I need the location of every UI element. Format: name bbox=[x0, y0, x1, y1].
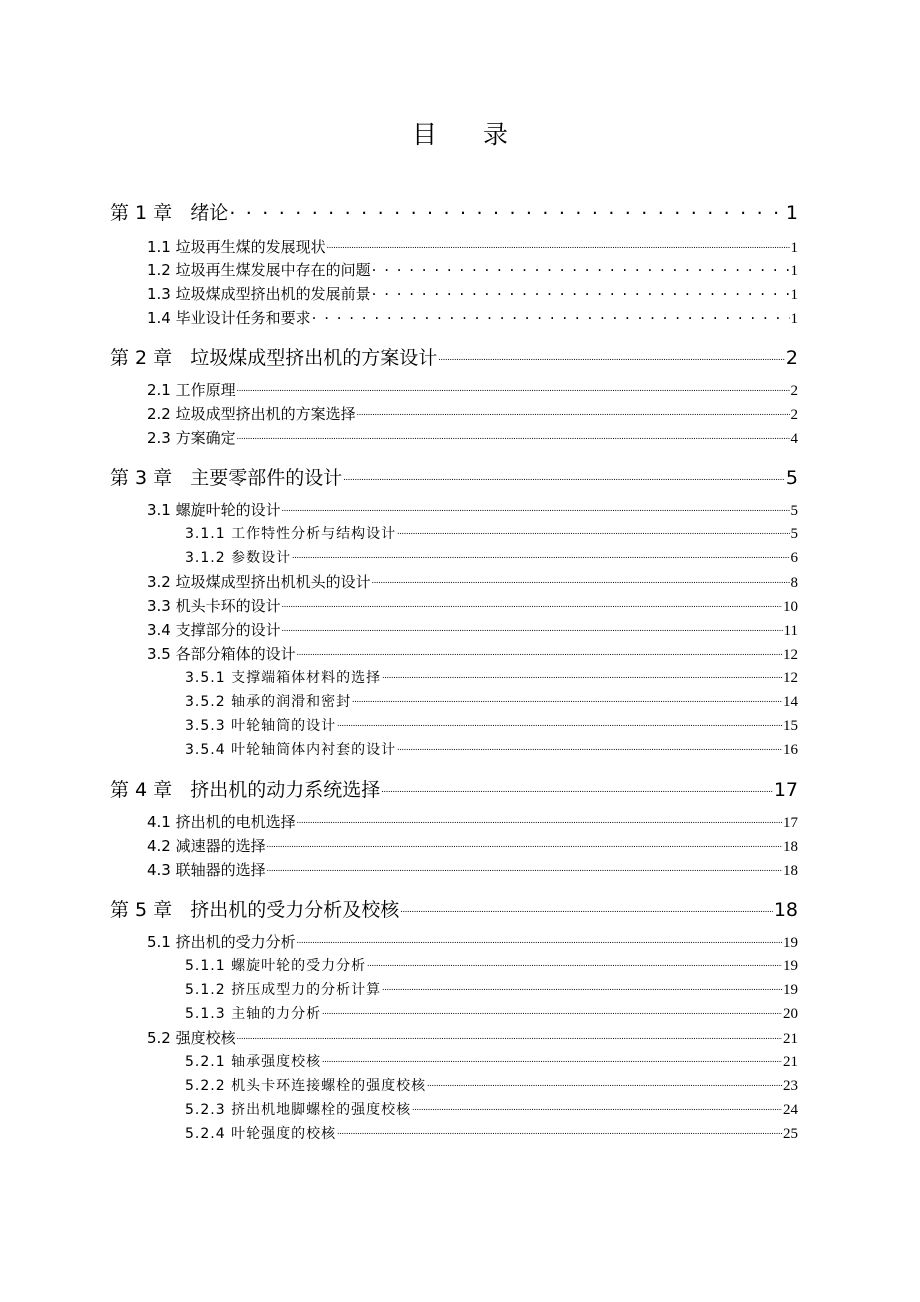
dot-leader bbox=[427, 1076, 782, 1090]
dot-leader bbox=[357, 404, 790, 419]
toc-entry-page-number: 18 bbox=[783, 863, 798, 879]
toc-entry-page-number: 10 bbox=[783, 599, 798, 615]
toc-entry-title: 支撑部分的设计 bbox=[175, 621, 281, 639]
toc-entry-page-number: 20 bbox=[783, 1006, 798, 1022]
toc-entry-title: 挤压成型力的分析计算 bbox=[231, 982, 382, 998]
dot-leader bbox=[381, 777, 773, 796]
toc-entry-number: 2.3 bbox=[147, 429, 171, 447]
toc-entry-page-number: 15 bbox=[783, 718, 798, 734]
toc-entry-number: 3.2 bbox=[147, 573, 171, 591]
toc-entry-page-number: 8 bbox=[790, 575, 798, 591]
toc-entry-page-number: 6 bbox=[790, 550, 798, 566]
toc-entry-page-number: 19 bbox=[783, 982, 798, 998]
toc-entry-number: 3.5.4 bbox=[185, 742, 226, 758]
toc-entry-title: 垃圾再生煤发展中存在的问题 bbox=[175, 261, 371, 279]
toc-entry[interactable] bbox=[185, 979, 798, 999]
toc-entry[interactable] bbox=[185, 955, 798, 975]
toc-entry-number: 第 5 章 bbox=[110, 899, 173, 921]
toc-entry-title: 挤出机的电机选择 bbox=[175, 813, 296, 831]
toc-entry[interactable] bbox=[185, 1051, 798, 1071]
dot-leader bbox=[237, 1028, 782, 1043]
dot-leader bbox=[297, 932, 782, 947]
toc-entry-number: 2.1 bbox=[147, 381, 171, 399]
toc-entry-number: 3.5 bbox=[147, 645, 171, 663]
toc-entry-page-number: 17 bbox=[783, 815, 798, 831]
dot-leader bbox=[297, 812, 782, 827]
dot-leader bbox=[382, 980, 782, 994]
toc-entry-page-number: 23 bbox=[783, 1078, 798, 1094]
toc-entry[interactable] bbox=[185, 547, 798, 567]
toc-entry-number: 5.2.2 bbox=[185, 1078, 226, 1094]
toc-entry-page-number: 21 bbox=[783, 1031, 798, 1047]
toc-entry-number: 第 2 章 bbox=[110, 347, 173, 369]
dot-leader bbox=[312, 308, 790, 323]
toc-entry-number: 5.2 bbox=[147, 1029, 171, 1047]
toc-entry-title: 机头卡环的设计 bbox=[175, 597, 281, 615]
toc-entry-number: 第 1 章 bbox=[110, 202, 173, 224]
toc-entry[interactable] bbox=[147, 835, 798, 856]
toc-entry-number: 第 3 章 bbox=[110, 467, 173, 489]
toc-entry-page-number: 17 bbox=[773, 779, 798, 801]
dot-leader bbox=[372, 572, 790, 587]
toc-entry-title: 挤出机的动力系统选择 bbox=[190, 779, 381, 801]
toc-entry-page-number: 1 bbox=[790, 287, 798, 303]
dot-leader bbox=[367, 956, 782, 970]
toc-entry[interactable] bbox=[185, 691, 798, 711]
toc-entry[interactable] bbox=[110, 775, 798, 802]
toc-entry-number: 3.4 bbox=[147, 621, 171, 639]
toc-entry[interactable] bbox=[147, 283, 798, 304]
toc-entry-number: 1.3 bbox=[147, 285, 171, 303]
toc-entry-page-number: 5 bbox=[790, 503, 798, 519]
dot-leader bbox=[400, 897, 773, 916]
toc-entry-title: 方案确定 bbox=[175, 429, 236, 447]
toc-entry[interactable] bbox=[185, 523, 798, 543]
toc-entry-number: 1.2 bbox=[147, 261, 171, 279]
toc-entry-title: 挤出机的受力分析 bbox=[175, 933, 296, 951]
toc-entry-title: 主轴的力分析 bbox=[231, 1006, 322, 1022]
dot-leader bbox=[322, 1004, 782, 1018]
toc-entry[interactable] bbox=[110, 463, 798, 490]
toc-entry-page-number: 19 bbox=[783, 958, 798, 974]
toc-entry-title: 叶轮轴筒体内衬套的设计 bbox=[231, 742, 397, 758]
toc-entry-page-number: 2 bbox=[790, 383, 798, 399]
toc-entry[interactable] bbox=[147, 427, 798, 448]
toc-entry-number: 4.2 bbox=[147, 837, 171, 855]
dot-leader bbox=[438, 345, 785, 364]
toc-entry-number: 3.5.3 bbox=[185, 718, 226, 734]
toc-entry-page-number: 25 bbox=[783, 1126, 798, 1142]
dot-leader bbox=[282, 620, 783, 635]
toc-entry[interactable] bbox=[147, 571, 798, 592]
toc-entry-title: 垃圾煤成型挤出机的发展前景 bbox=[175, 285, 371, 303]
toc-entry-title: 螺旋叶轮的受力分析 bbox=[231, 958, 367, 974]
toc-entry-title: 主要零部件的设计 bbox=[190, 467, 343, 489]
toc-entry[interactable] bbox=[185, 1003, 798, 1023]
dot-leader bbox=[267, 860, 782, 875]
toc-entry-page-number: 12 bbox=[783, 670, 798, 686]
toc-entry-number: 第 4 章 bbox=[110, 779, 173, 801]
toc-entry-page-number: 2 bbox=[785, 347, 798, 369]
toc-entry-number: 1.1 bbox=[147, 238, 171, 256]
toc-entry-title: 垃圾成型挤出机的方案选择 bbox=[175, 405, 356, 423]
toc-entry[interactable] bbox=[147, 307, 798, 328]
toc-entry[interactable] bbox=[185, 667, 798, 687]
toc-entry-title: 减速器的选择 bbox=[175, 837, 266, 855]
dot-leader bbox=[337, 716, 782, 730]
toc-entry-page-number: 4 bbox=[790, 431, 798, 447]
toc-entry-number: 2.2 bbox=[147, 405, 171, 423]
toc-entry-page-number: 14 bbox=[783, 694, 798, 710]
dot-leader bbox=[382, 668, 782, 682]
toc-entry-title: 机头卡环连接螺栓的强度校核 bbox=[231, 1078, 427, 1094]
toc-entry-title: 工作特性分析与结构设计 bbox=[231, 526, 397, 542]
toc-entry[interactable] bbox=[185, 1075, 798, 1095]
toc-entry-number: 3.1.1 bbox=[185, 526, 226, 542]
toc-entry-number: 4.3 bbox=[147, 861, 171, 879]
toc-entry-page-number: 21 bbox=[783, 1054, 798, 1070]
toc-entry[interactable] bbox=[185, 1123, 798, 1143]
toc-entry-title: 叶轮强度的校核 bbox=[231, 1126, 337, 1142]
toc-entry-page-number: 1 bbox=[790, 240, 798, 256]
dot-leader bbox=[327, 237, 790, 252]
toc-entry[interactable] bbox=[147, 499, 798, 520]
toc-entry-title: 轴承强度校核 bbox=[231, 1054, 322, 1070]
toc-entry-page-number: 1 bbox=[790, 263, 798, 279]
toc-entry-page-number: 5 bbox=[790, 526, 798, 542]
dot-leader bbox=[352, 692, 782, 706]
toc-entry[interactable] bbox=[147, 643, 798, 664]
toc-entry-number: 5.1.2 bbox=[185, 982, 226, 998]
toc-entry-page-number: 24 bbox=[783, 1102, 798, 1118]
toc-entry-number: 5.2.4 bbox=[185, 1126, 226, 1142]
page-title: 目录 bbox=[411, 120, 554, 149]
toc-entry-number: 3.1 bbox=[147, 501, 171, 519]
toc-entry-number: 1.4 bbox=[147, 309, 171, 327]
toc-entry-title: 支撑端箱体材料的选择 bbox=[231, 670, 382, 686]
toc-entry[interactable] bbox=[110, 343, 798, 370]
toc-entry-title: 垃圾煤成型挤出机的方案设计 bbox=[190, 347, 438, 369]
toc-entry-number: 3.5.2 bbox=[185, 694, 226, 710]
dot-leader bbox=[237, 428, 790, 443]
toc-entry[interactable] bbox=[185, 1099, 798, 1119]
toc-entry-title: 叶轮轴筒的设计 bbox=[231, 718, 337, 734]
dot-leader bbox=[297, 644, 782, 659]
toc-entry-page-number: 19 bbox=[783, 935, 798, 951]
toc-entry-page-number: 11 bbox=[783, 623, 798, 639]
dot-leader bbox=[267, 836, 782, 851]
toc-entry-page-number: 5 bbox=[785, 467, 798, 489]
toc-entry-title: 垃圾再生煤的发展现状 bbox=[175, 238, 326, 256]
toc-entry-title: 轴承的润滑和密封 bbox=[231, 694, 352, 710]
toc-entry-page-number: 1 bbox=[790, 311, 798, 327]
toc-entry-page-number: 18 bbox=[773, 899, 798, 921]
dot-leader bbox=[282, 596, 782, 611]
toc-entry[interactable] bbox=[147, 595, 798, 616]
toc-entry-title: 参数设计 bbox=[231, 550, 292, 566]
toc-entry[interactable] bbox=[147, 379, 798, 400]
toc-entry-title: 螺旋叶轮的设计 bbox=[175, 501, 281, 519]
toc-entry[interactable] bbox=[147, 1027, 798, 1048]
dot-leader bbox=[229, 200, 785, 219]
toc-entry-title: 联轴器的选择 bbox=[175, 861, 266, 879]
dot-leader bbox=[337, 1124, 782, 1138]
toc-entry-title: 各部分箱体的设计 bbox=[175, 645, 296, 663]
toc-entry[interactable] bbox=[110, 895, 798, 922]
toc-entry-number: 4.1 bbox=[147, 813, 171, 831]
toc-entry-number: 5.1.3 bbox=[185, 1006, 226, 1022]
toc-entry-number: 3.1.2 bbox=[185, 550, 226, 566]
toc-entry[interactable] bbox=[110, 198, 798, 225]
toc-entry-title: 绪论 bbox=[190, 202, 229, 224]
toc-entry[interactable] bbox=[147, 619, 798, 640]
toc-entry-number: 3.5.1 bbox=[185, 670, 226, 686]
toc-entry-number: 5.1.1 bbox=[185, 958, 226, 974]
dot-leader bbox=[397, 524, 789, 538]
toc-entry-page-number: 2 bbox=[790, 407, 798, 423]
toc-entry-title: 工作原理 bbox=[175, 381, 236, 399]
toc-entry[interactable] bbox=[147, 236, 798, 257]
dot-leader bbox=[372, 260, 790, 275]
toc-entry-number: 5.2.3 bbox=[185, 1102, 226, 1118]
toc-entry-number: 3.3 bbox=[147, 597, 171, 615]
toc-entry[interactable] bbox=[185, 739, 798, 759]
toc-entry-title: 强度校核 bbox=[175, 1029, 236, 1047]
toc-entry[interactable] bbox=[147, 259, 798, 280]
toc-entry-number: 5.1 bbox=[147, 933, 171, 951]
toc-entry-title: 挤出机的受力分析及校核 bbox=[190, 899, 400, 921]
dot-leader bbox=[322, 1052, 782, 1066]
toc-entry-title: 挤出机地脚螺栓的强度校核 bbox=[231, 1102, 412, 1118]
toc-entry[interactable] bbox=[147, 931, 798, 952]
toc-entry[interactable] bbox=[185, 715, 798, 735]
dot-leader bbox=[397, 740, 782, 754]
dot-leader bbox=[343, 465, 785, 484]
toc-entry[interactable] bbox=[147, 403, 798, 424]
dot-leader bbox=[372, 284, 790, 299]
toc-entry-title: 垃圾煤成型挤出机机头的设计 bbox=[175, 573, 371, 591]
dot-leader bbox=[292, 548, 789, 562]
toc-entry-number: 5.2.1 bbox=[185, 1054, 226, 1070]
toc-entry[interactable] bbox=[147, 859, 798, 880]
toc-entry-page-number: 16 bbox=[783, 742, 798, 758]
toc-entry-title: 毕业设计任务和要求 bbox=[175, 309, 311, 327]
toc-entry-page-number: 18 bbox=[783, 839, 798, 855]
dot-leader bbox=[237, 380, 790, 395]
dot-leader bbox=[412, 1100, 782, 1114]
toc-entry-page-number: 1 bbox=[785, 202, 798, 224]
toc-entry-page-number: 12 bbox=[783, 647, 798, 663]
toc-entry[interactable] bbox=[147, 811, 798, 832]
dot-leader bbox=[282, 500, 790, 515]
